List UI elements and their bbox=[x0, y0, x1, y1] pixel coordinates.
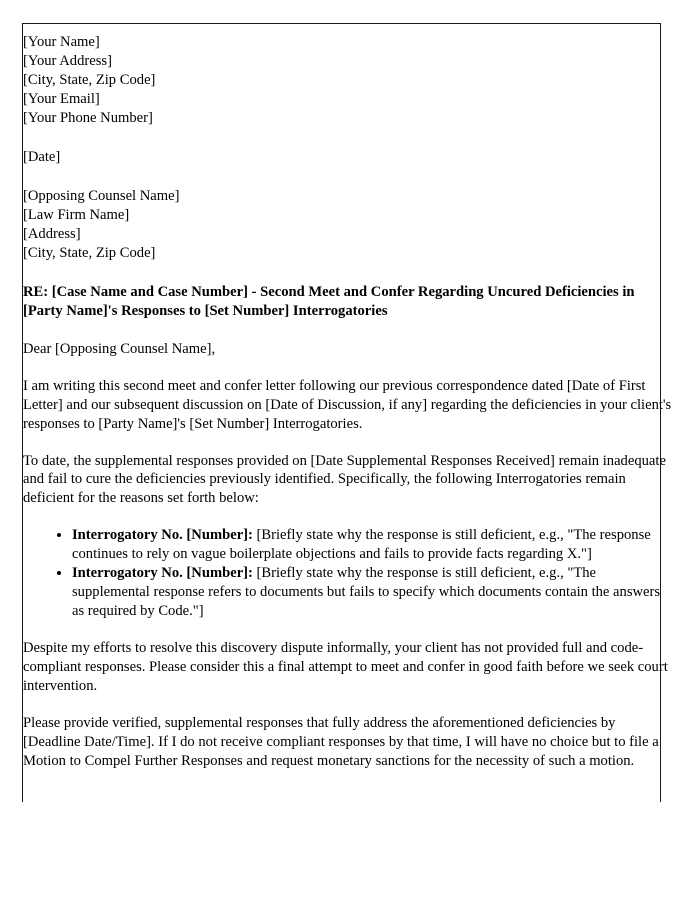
salutation: Dear [Opposing Counsel Name], bbox=[23, 340, 216, 357]
sender-street-address: [Your Address] bbox=[23, 52, 112, 69]
interrogatory-description: [Briefly state why the response is still deficient, e.g., "The supplemental response refers to documents but fails to specify which documents contain the answers as required by Code."] bbox=[72, 565, 661, 620]
recipient-counsel-name: [Opposing Counsel Name] bbox=[23, 187, 180, 204]
recipient-street-address: [Address] bbox=[23, 225, 81, 242]
interrogatory-label: Interrogatory No. [Number]: bbox=[72, 527, 253, 544]
recipient-address-block bbox=[23, 187, 674, 263]
recipient-law-firm-name: [Law Firm Name] bbox=[23, 206, 130, 223]
letter-date: [Date] bbox=[23, 148, 61, 165]
paragraph-final-attempt: Despite my efforts to resolve this discovery dispute informally, your client has not provided full and code-compliant responses. Please consider this a final attempt to meet and confer in good faith before we seek court intervention. bbox=[23, 640, 668, 695]
list-item bbox=[72, 564, 674, 621]
sender-email: [Your Email] bbox=[23, 90, 100, 107]
deficiency-list bbox=[23, 526, 674, 621]
sender-phone: [Your Phone Number] bbox=[23, 109, 153, 126]
sender-city-state-zip: [City, State, Zip Code] bbox=[23, 71, 156, 88]
recipient-city-state-zip: [City, State, Zip Code] bbox=[23, 244, 156, 261]
letter-body bbox=[23, 33, 674, 789]
interrogatory-label: Interrogatory No. [Number]: bbox=[72, 565, 253, 582]
paragraph-supplemental-responses: To date, the supplemental responses provided on [Date Supplemental Responses Received] remain inadequate and fail to cure the deficiencies previously identified. Specifically, the following Interrogatories remain deficient for the reasons set forth below: bbox=[23, 452, 666, 507]
sender-name: [Your Name] bbox=[23, 34, 100, 50]
subject-line: RE: [Case Name and Case Number] - Second Meet and Confer Regarding Uncured Deficiencies in [Party Name]'s Responses to [Set Number] Interrogatories bbox=[23, 283, 635, 319]
interrogatory-description: [Briefly state why the response is still deficient, e.g., "The response continues to rely on vague boilerplate objections and fails to provide facts regarding X."] bbox=[72, 527, 651, 563]
paragraph-deadline-demand: Please provide verified, supplemental responses that fully address the aforementioned deficiencies by [Deadline Date/Time]. If I do not receive compliant responses by that time, I will have no choice but to file a Motion to Compel Further Responses and request monetary sanctions for the necessity of such a motion. bbox=[23, 715, 659, 770]
paragraph-intro: I am writing this second meet and confer letter following our previous correspondence dated [Date of First Letter] and our subsequent discussion on [Date of Discussion, if any] regarding the deficiencies in your client's responses to [Party Name]'s [Set Number] Interrogatories. bbox=[23, 377, 672, 432]
list-item bbox=[72, 526, 674, 564]
sender-address-block bbox=[23, 33, 674, 128]
